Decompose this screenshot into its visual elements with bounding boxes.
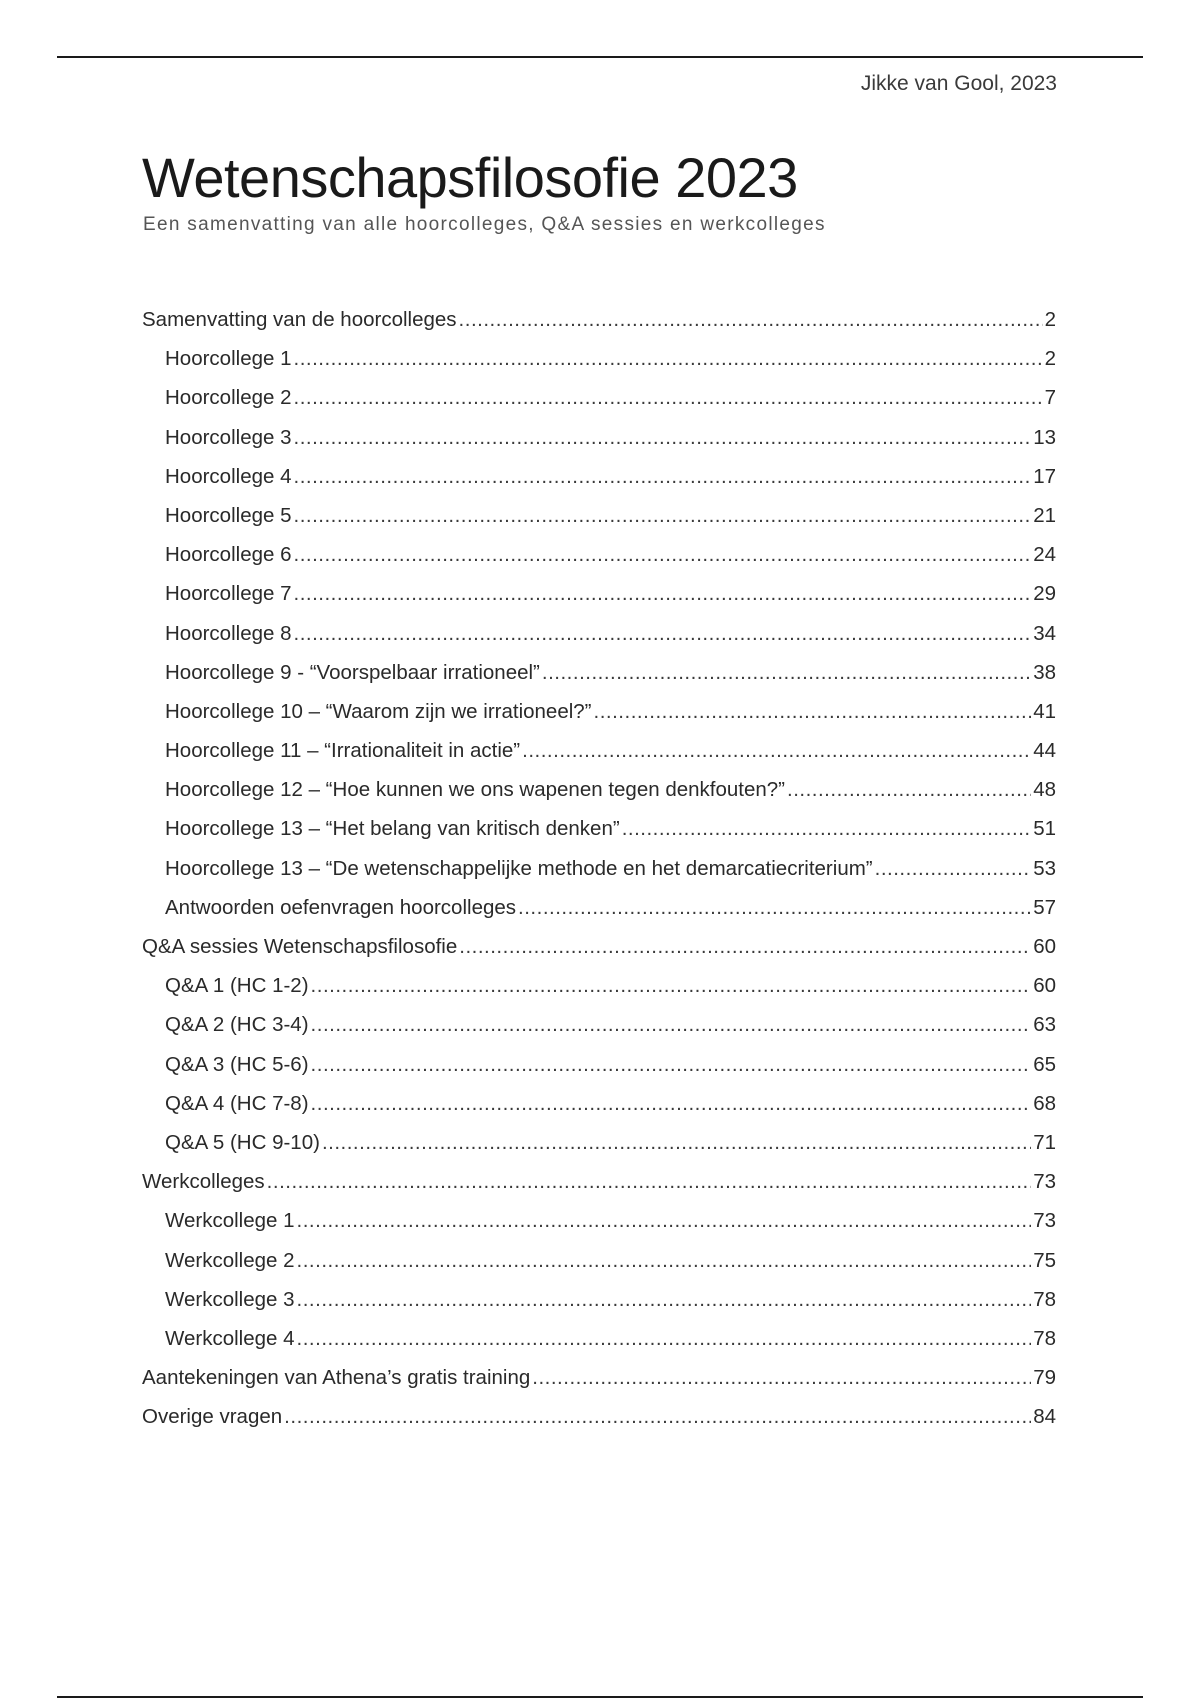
toc-entry-label: Q&A 3 (HC 5-6): [165, 1052, 309, 1076]
toc-entry-label: Aantekeningen van Athena’s gratis training: [142, 1366, 531, 1390]
toc-entry[interactable]: [142, 1123, 1056, 1162]
toc-entry[interactable]: [142, 849, 1056, 888]
toc-entry-label: Hoorcollege 10 – “Waarom zijn we irrationeel?”: [165, 699, 592, 723]
toc-dot-leader: [532, 1358, 1031, 1397]
toc-entry[interactable]: [142, 1241, 1056, 1280]
toc-entry-label: Werkcollege 2: [165, 1248, 295, 1272]
toc-dot-leader: [294, 574, 1032, 613]
toc-entry-page: 63: [1033, 1013, 1056, 1037]
toc-entry-page: 51: [1033, 817, 1056, 841]
toc-entry[interactable]: [142, 1280, 1056, 1319]
table-of-contents: [142, 300, 1056, 1436]
toc-entry-label: Q&A sessies Wetenschapsfilosofie: [142, 935, 458, 958]
toc-dot-leader: [542, 653, 1031, 692]
toc-entry-page: 38: [1033, 660, 1056, 684]
toc-entry-page: 57: [1033, 895, 1056, 919]
toc-entry[interactable]: [142, 535, 1056, 574]
toc-dot-leader: [622, 809, 1032, 848]
toc-entry-label: Hoorcollege 12 – “Hoe kunnen we ons wapenen tegen denkfouten?”: [165, 778, 785, 802]
toc-entry[interactable]: [142, 1045, 1056, 1084]
toc-dot-leader: [267, 1162, 1032, 1201]
toc-entry-label: Hoorcollege 5: [165, 503, 292, 527]
toc-dot-leader: [311, 966, 1032, 1005]
header-rule: [57, 56, 1143, 58]
toc-entry-page: 79: [1033, 1366, 1056, 1390]
toc-entry-label: Werkcollege 3: [165, 1287, 295, 1311]
toc-entry-page: 17: [1033, 464, 1056, 488]
toc-entry-label: Werkcolleges: [142, 1170, 265, 1194]
toc-entry-label: Q&A 2 (HC 3-4): [165, 1013, 309, 1037]
toc-dot-leader: [518, 888, 1031, 927]
toc-dot-leader: [787, 770, 1031, 809]
toc-entry[interactable]: [142, 1162, 1056, 1201]
toc-entry[interactable]: [142, 457, 1056, 496]
toc-entry-label: Antwoorden oefenvragen hoorcolleges: [165, 895, 517, 919]
toc-dot-leader: [294, 418, 1032, 457]
toc-entry-label: Hoorcollege 1: [165, 347, 292, 371]
toc-dot-leader: [294, 614, 1032, 653]
toc-dot-leader: [459, 927, 1031, 966]
toc-entry-label: Hoorcollege 2: [165, 386, 292, 410]
toc-dot-leader: [294, 457, 1032, 496]
toc-dot-leader: [875, 849, 1032, 888]
toc-entry-label: Hoorcollege 13 – “De wetenschappelijke methode en het demarcatiecriterium”: [165, 856, 873, 880]
toc-dot-leader: [294, 496, 1032, 535]
toc-entry-page: 24: [1033, 543, 1056, 567]
toc-entry-page: 41: [1033, 699, 1056, 723]
toc-dot-leader: [297, 1241, 1032, 1280]
toc-dot-leader: [297, 1201, 1032, 1240]
toc-entry-label: Q&A 5 (HC 9-10): [165, 1130, 320, 1154]
toc-entry[interactable]: [142, 927, 1056, 966]
toc-entry-label: Q&A 1 (HC 1-2): [165, 974, 309, 998]
toc-dot-leader: [594, 692, 1032, 731]
toc-entry[interactable]: [142, 574, 1056, 613]
toc-entry-label: Overige vragen: [142, 1405, 283, 1429]
toc-entry-page: 71: [1033, 1130, 1056, 1154]
toc-entry[interactable]: [142, 1084, 1056, 1123]
toc-entry-label: Hoorcollege 8: [165, 621, 292, 645]
toc-entry-label: Hoorcollege 4: [165, 464, 292, 488]
toc-entry[interactable]: [142, 496, 1056, 535]
toc-dot-leader: [294, 378, 1043, 417]
toc-entry-page: 78: [1033, 1326, 1056, 1350]
toc-entry-label: Hoorcollege 9 - “Voorspelbaar irrationeel”: [165, 660, 540, 684]
document-subtitle: Een samenvatting van alle hoorcolleges, Q&A sessies en werkcolleges: [143, 214, 826, 235]
toc-entry[interactable]: [142, 418, 1056, 457]
toc-dot-leader: [297, 1319, 1032, 1358]
toc-dot-leader: [459, 300, 1043, 339]
toc-entry-label: Hoorcollege 11 – “Irrationaliteit in actie”: [165, 739, 521, 763]
toc-entry-page: 48: [1033, 778, 1056, 802]
toc-entry-label: Hoorcollege 3: [165, 425, 292, 449]
document-title: Wetenschapsfilosofie 2023: [142, 146, 798, 209]
toc-entry-page: 73: [1033, 1209, 1056, 1233]
toc-entry[interactable]: [142, 1397, 1056, 1436]
toc-entry-label: Q&A 4 (HC 7-8): [165, 1091, 309, 1115]
toc-entry-page: 73: [1033, 1170, 1056, 1194]
toc-entry-page: 65: [1033, 1052, 1056, 1076]
toc-entry[interactable]: [142, 692, 1056, 731]
toc-entry[interactable]: [142, 1358, 1056, 1397]
toc-entry-page: 2: [1044, 347, 1056, 371]
toc-entry-page: 60: [1033, 974, 1056, 998]
toc-entry-page: 34: [1033, 621, 1056, 645]
toc-entry[interactable]: [142, 300, 1056, 339]
toc-entry[interactable]: [142, 888, 1056, 927]
toc-entry-page: 84: [1033, 1405, 1056, 1429]
toc-entry-page: 29: [1033, 582, 1056, 606]
toc-dot-leader: [322, 1123, 1031, 1162]
toc-entry-label: Werkcollege 1: [165, 1209, 295, 1233]
toc-entry[interactable]: [142, 966, 1056, 1005]
toc-entry[interactable]: [142, 731, 1056, 770]
toc-entry-page: 7: [1044, 386, 1056, 410]
toc-dot-leader: [311, 1045, 1032, 1084]
toc-dot-leader: [522, 731, 1031, 770]
toc-entry[interactable]: [142, 1201, 1056, 1240]
toc-entry-page: 68: [1033, 1091, 1056, 1115]
toc-entry-page: 53: [1033, 856, 1056, 880]
toc-entry-page: 2: [1044, 308, 1056, 331]
toc-entry-page: 78: [1033, 1287, 1056, 1311]
toc-entry-page: 13: [1033, 425, 1056, 449]
toc-entry-page: 44: [1033, 739, 1056, 763]
toc-entry-label: Samenvatting van de hoorcolleges: [142, 308, 457, 331]
author-line: Jikke van Gool, 2023: [860, 72, 1057, 95]
toc-entry[interactable]: [142, 809, 1056, 848]
toc-entry[interactable]: [142, 770, 1056, 809]
toc-entry[interactable]: [142, 653, 1056, 692]
toc-entry-page: 60: [1033, 935, 1056, 958]
toc-entry-label: Hoorcollege 6: [165, 543, 292, 567]
toc-entry[interactable]: [142, 1005, 1056, 1044]
toc-entry-label: Hoorcollege 7: [165, 582, 292, 606]
toc-entry-page: 21: [1033, 503, 1056, 527]
toc-entry[interactable]: [142, 614, 1056, 653]
toc-entry-label: Werkcollege 4: [165, 1326, 295, 1350]
toc-dot-leader: [311, 1005, 1032, 1044]
toc-entry[interactable]: [142, 378, 1056, 417]
toc-entry-page: 75: [1033, 1248, 1056, 1272]
toc-dot-leader: [294, 339, 1043, 378]
footer-rule: [57, 1696, 1143, 1698]
toc-entry[interactable]: [142, 1319, 1056, 1358]
toc-dot-leader: [311, 1084, 1032, 1123]
toc-entry-label: Hoorcollege 13 – “Het belang van kritisch denken”: [165, 817, 620, 841]
toc-dot-leader: [294, 535, 1032, 574]
toc-dot-leader: [297, 1280, 1032, 1319]
toc-dot-leader: [284, 1397, 1031, 1436]
toc-entry[interactable]: [142, 339, 1056, 378]
